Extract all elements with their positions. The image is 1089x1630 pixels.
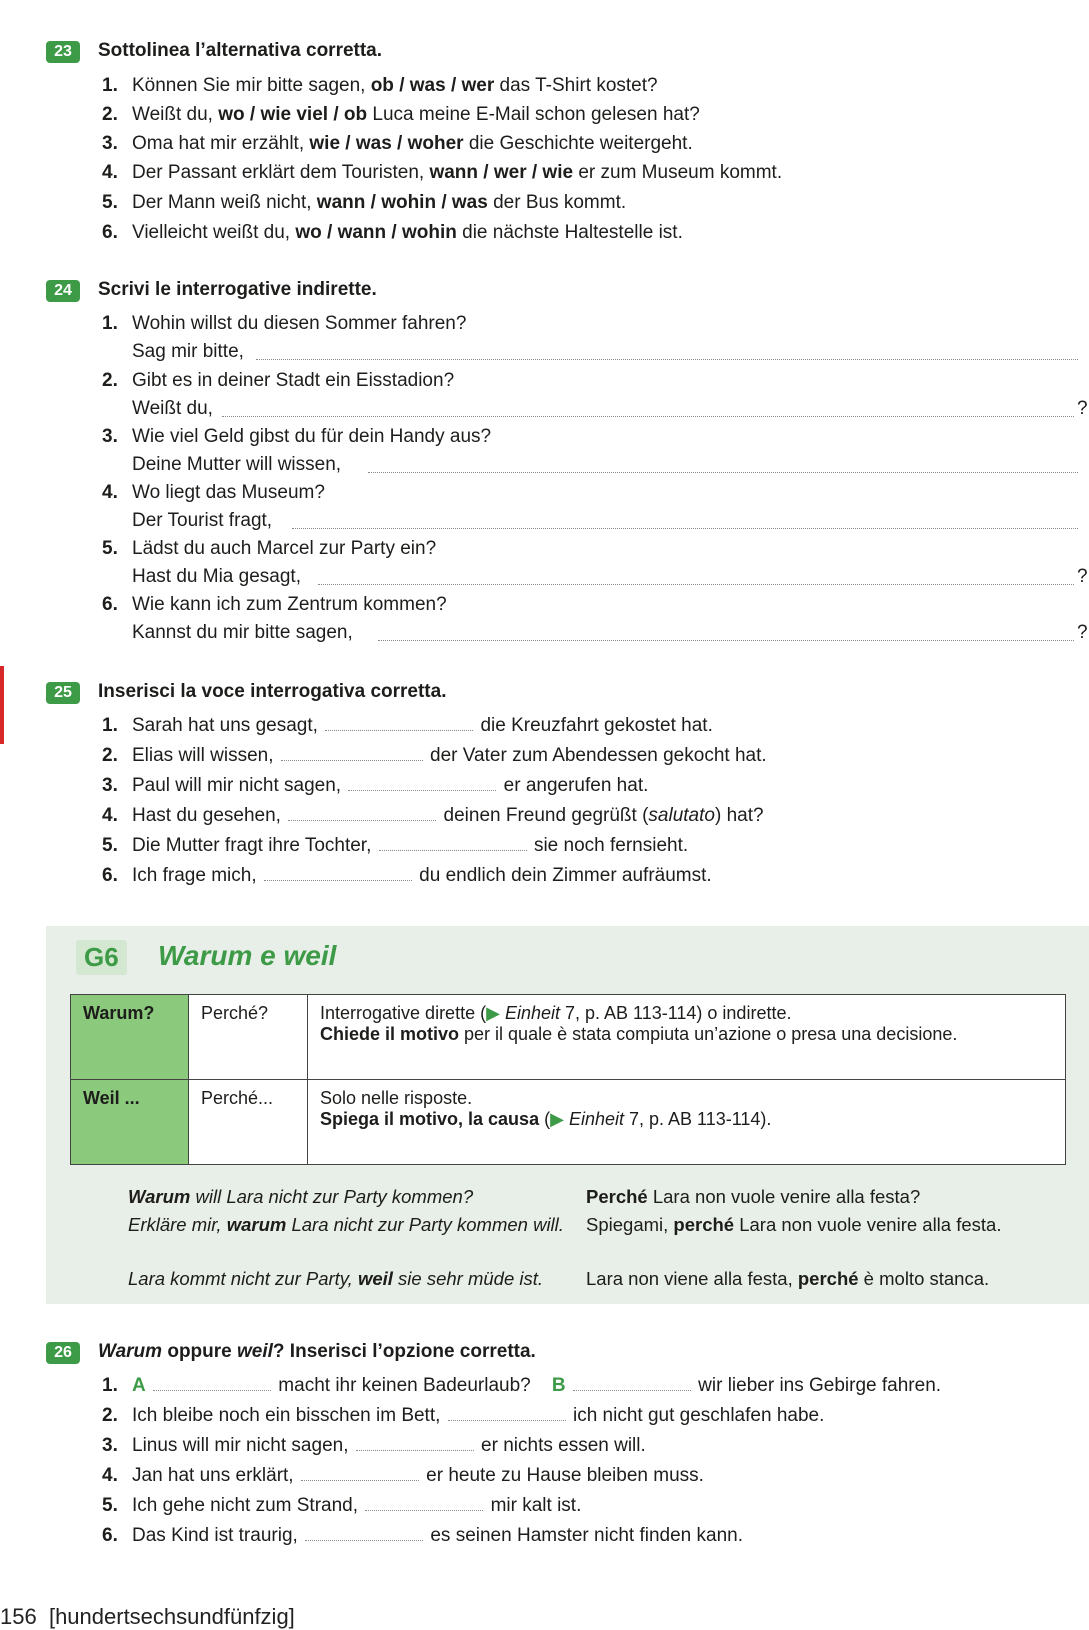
exercise-23-title: Sottolinea l’alternativa corretta. [98,40,383,61]
ex25-blank-3[interactable] [348,776,496,791]
ex24-answer-line-6[interactable] [378,639,1074,641]
grammar-label: G6 [76,940,127,975]
page-number: 156 [0,1604,37,1629]
ex26-item-2: 2. Ich bleibe noch ein bisschen im Bett, ich nicht gut geschlafen habe. [102,1405,825,1426]
ex24-end-5: ? [1077,566,1088,587]
table-row [71,995,1066,1080]
ex24-answer-3: Deine Mutter will wissen, [132,454,342,475]
table-cell-desc: Solo nelle risposte. Spiega il motivo, la causa (▶ Einheit 7, p. AB 113-114). [308,1080,1066,1165]
table-cell-it: Perché... [189,1080,308,1165]
ex25-blank-5[interactable] [379,836,527,851]
exercise-26-title: Warum oppure weil? Inserisci l’opzione corretta. [98,1341,536,1362]
ex23-item-2: 2. Weißt du, wo / wie viel / ob Luca meine E-Mail schon gelesen hat? [102,104,700,125]
ex24-answer-line-3[interactable] [368,471,1078,473]
ex24-answer-6: Kannst du mir bitte sagen, [132,622,353,643]
ex25-item-2: 2. Elias will wissen, der Vater zum Abendessen gekocht hat. [102,745,767,766]
ex24-answer-4: Der Tourist fragt, [132,510,273,531]
grammar-table [70,994,1066,1165]
table-row [71,1080,1066,1165]
ex24-question-2: 2. Gibt es in deiner Stadt ein Eisstadion? [102,370,455,391]
ex24-answer-line-2[interactable] [222,415,1074,417]
ex25-item-3: 3. Paul will mir nicht sagen, er angerufen hat. [102,775,649,796]
ex24-answer-5: Hast du Mia gesagt, [132,566,301,587]
exercise-25-title: Inserisci la voce interrogativa corretta. [98,681,447,702]
example-it-3: Lara non viene alla festa, perché è molto stanca. [586,1268,990,1289]
ex24-question-1: 1. Wohin willst du diesen Sommer fahren? [102,313,467,334]
page-footer [0,1604,295,1630]
exercise-24-title: Scrivi le interrogative indirette. [98,279,377,300]
ex23-item-5: 5. Der Mann weiß nicht, wann / wohin / was der Bus kommt. [102,192,627,213]
ex24-answer-1: Sag mir bitte, [132,341,244,362]
ex24-answer-line-1[interactable] [256,358,1078,360]
arrow-icon: ▶ [550,1109,564,1129]
ex26-item-1: 1. A macht ihr keinen Badeurlaub? B wir lieber ins Gebirge fahren. [102,1375,942,1396]
ex24-question-3: 3. Wie viel Geld gibst du für dein Handy aus? [102,426,492,447]
table-cell-desc: Interrogative dirette (▶ Einheit 7, p. AB 113-114) o indirette. Chiede il motivo per il quale è stata compiuta un’azione o presa una decisione. [308,995,1066,1080]
exercise-26-badge: 26 [46,1342,80,1364]
ex24-question-5: 5. Lädst du auch Marcel zur Party ein? [102,538,437,559]
table-cell-de: Warum? [71,995,189,1080]
ex26-blank-6[interactable] [305,1526,423,1541]
ex24-answer-line-4[interactable] [292,527,1078,529]
exercise-25-badge: 25 [46,682,80,704]
ex25-item-1: 1. Sarah hat uns gesagt, die Kreuzfahrt gekostet hat. [102,715,713,736]
example-de-3: Lara kommt nicht zur Party, weil sie sehr müde ist. [128,1268,544,1289]
grammar-title: Warum e weil [158,940,337,971]
table-cell-de: Weil ... [71,1080,189,1165]
ex24-question-4: 4. Wo liegt das Museum? [102,482,325,503]
ex24-answer-line-5[interactable] [318,583,1074,585]
ex24-question-6: 6. Wie kann ich zum Zentrum kommen? [102,594,447,615]
exercise-24-badge: 24 [46,280,80,302]
arrow-icon: ▶ [486,1003,500,1023]
example-de-2: Erkläre mir, warum Lara nicht zur Party kommen will. [128,1214,564,1235]
ex24-answer-2: Weißt du, [132,398,213,419]
ex25-blank-4[interactable] [288,806,436,821]
table-cell-it: Perché? [189,995,308,1080]
exercise-23-badge: 23 [46,41,80,63]
ex26-blank-4[interactable] [301,1466,419,1481]
ex25-item-4: 4. Hast du gesehen, deinen Freund gegrüßt (salutato) hat? [102,805,764,826]
ex26-item-4: 4. Jan hat uns erklärt, er heute zu Hause bleiben muss. [102,1465,704,1486]
example-de-1: Warum will Lara nicht zur Party kommen? [128,1186,474,1207]
ex25-blank-1[interactable] [325,716,473,731]
ex24-end-6: ? [1077,622,1088,643]
ex26-blank-5[interactable] [365,1496,483,1511]
page-margin-marker [0,666,4,744]
ex26-blank-1b[interactable] [573,1376,691,1391]
ex26-blank-3[interactable] [356,1436,474,1451]
example-it-2: Spiegami, perché Lara non vuole venire alla festa. [586,1214,1002,1235]
page-number-words: [hundertsechsundfünfzig] [48,1604,295,1629]
ex24-end-2: ? [1077,398,1088,419]
example-it-1: Perché Lara non vuole venire alla festa? [586,1186,921,1207]
ex23-item-6: 6. Vielleicht weißt du, wo / wann / wohin die nächste Haltestelle ist. [102,222,683,243]
ex25-blank-6[interactable] [264,866,412,881]
ex26-blank-2[interactable] [448,1406,566,1421]
ex26-blank-1a[interactable] [153,1376,271,1391]
ex26-item-3: 3. Linus will mir nicht sagen, er nichts essen will. [102,1435,646,1456]
ex26-item-5: 5. Ich gehe nicht zum Strand, mir kalt ist. [102,1495,582,1516]
ex25-blank-2[interactable] [281,746,423,761]
ex26-item-6: 6. Das Kind ist traurig, es seinen Hamster nicht finden kann. [102,1525,743,1546]
ex25-item-6: 6. Ich frage mich, du endlich dein Zimmer aufräumst. [102,865,712,886]
ex25-item-5: 5. Die Mutter fragt ihre Tochter, sie noch fernsieht. [102,835,689,856]
ex23-item-3: 3. Oma hat mir erzählt, wie / was / woher die Geschichte weitergeht. [102,133,693,154]
ex23-item-1: 1. Können Sie mir bitte sagen, ob / was / wer das T-Shirt kostet? [102,75,658,96]
ex23-item-4: 4. Der Passant erklärt dem Touristen, wann / wer / wie er zum Museum kommt. [102,162,783,183]
